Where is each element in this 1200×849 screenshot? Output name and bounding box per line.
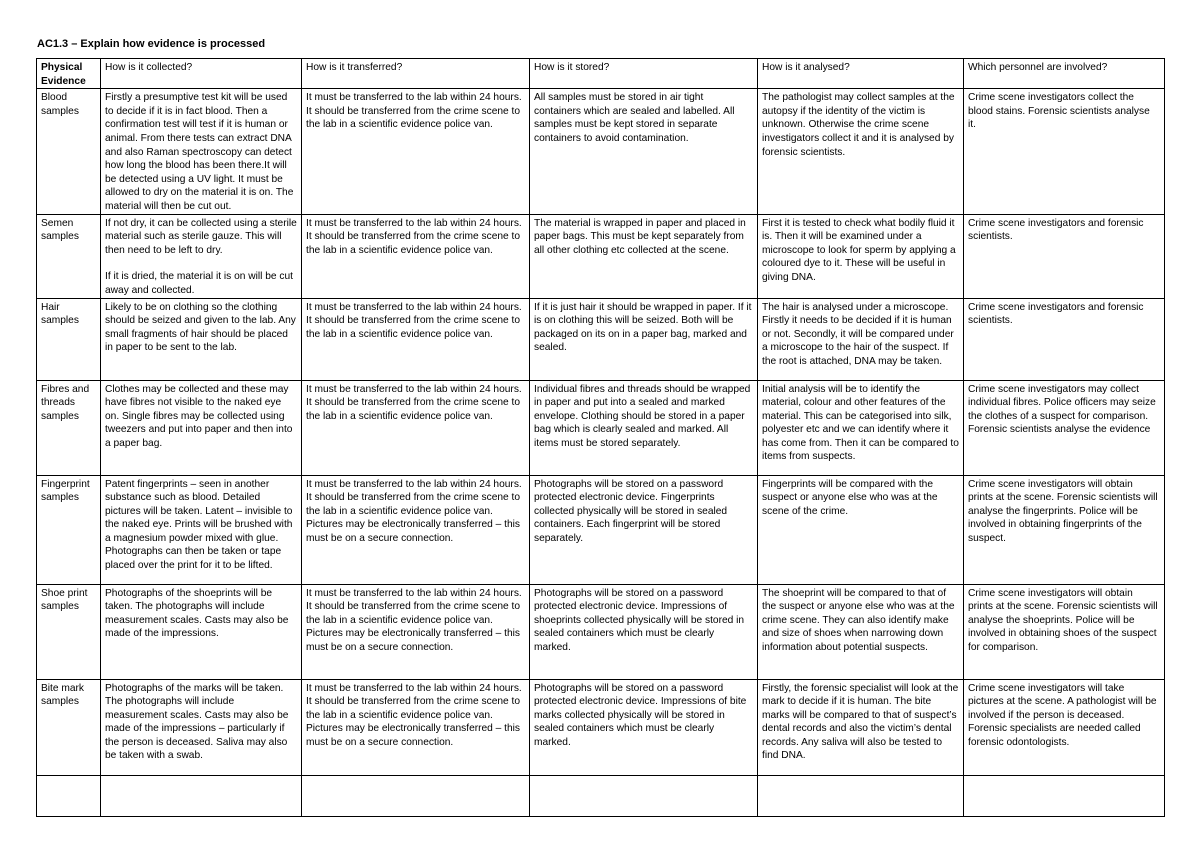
cell-transferred: It must be transferred to the lab within 24 hours. It should be transferred from the crime scene to the lab in a scientific evidence police van. bbox=[302, 380, 530, 475]
collected-paragraph-2: If it is dried, the material it is on will be cut away and collected. bbox=[105, 271, 293, 296]
table-header-row bbox=[37, 59, 1165, 89]
cell-collected: Likely to be on clothing so the clothing should be seized and given to the lab. Any small fragments of hair should be placed in paper to be sent to the lab. bbox=[101, 298, 302, 380]
cell-personnel: Crime scene investigators and forensic scientists. bbox=[964, 214, 1165, 298]
cell-transferred: It must be transferred to the lab within 24 hours. It should be transferred from the crime scene to the lab in a scientific evidence police van. Pictures may be electronically transferred – this must be on a secure connection. bbox=[302, 475, 530, 584]
cell-stored: The material is wrapped in paper and placed in paper bags. This must be kept separately from all other clothing etc collected at the scene. bbox=[530, 214, 758, 298]
cell-evidence: Fibres and threads samples bbox=[37, 380, 101, 475]
header-analysed: How is it analysed? bbox=[758, 59, 964, 89]
header-stored: How is it stored? bbox=[530, 59, 758, 89]
cell-evidence: Shoe print samples bbox=[37, 584, 101, 679]
cell-evidence: Blood samples bbox=[37, 89, 101, 214]
cell-stored: Photographs will be stored on a password protected electronic device. Fingerprints collected physically will be stored in sealed containers. Each fingerprint will be stored separately. bbox=[530, 475, 758, 584]
cell-personnel: Crime scene investigators will obtain prints at the scene. Forensic scientists will analyse the shoeprints. Police will be involved in obtaining shoes of the suspect for comparison. bbox=[964, 584, 1165, 679]
cell-transferred: It must be transferred to the lab within 24 hours. It should be transferred from the crime scene to the lab in a scientific evidence police van. bbox=[302, 214, 530, 298]
header-personnel: Which personnel are involved? bbox=[964, 59, 1165, 89]
cell-analysed: First it is tested to check what bodily fluid it is. Then it will be examined under a microscope to look for sperm by applying a coloured dye to it. These will be useful in giving DNA. bbox=[758, 214, 964, 298]
cell-personnel: Crime scene investigators collect the blood stains. Forensic scientists analyse it. bbox=[964, 89, 1165, 214]
cell-analysed: Initial analysis will be to identify the material, colour and other features of the material. This can be categorised into silk, polyester etc and we can identify where it has come from. Then it can be compared to items from suspects. bbox=[758, 380, 964, 475]
cell-analysed: Fingerprints will be compared with the suspect or anyone else who was at the scene of the crime. bbox=[758, 475, 964, 584]
cell-evidence: Fingerprint samples bbox=[37, 475, 101, 584]
table-row-shoe-print bbox=[37, 584, 1165, 679]
cell-empty bbox=[302, 775, 530, 816]
cell-analysed: The shoeprint will be compared to that of the suspect or anyone else who was at the crime scene. They can also identify make and size of shoes when narrowing down information about potential suspects. bbox=[758, 584, 964, 679]
document-title: AC1.3 – Explain how evidence is processed bbox=[37, 38, 266, 50]
cell-empty bbox=[37, 775, 101, 816]
cell-evidence: Hair samples bbox=[37, 298, 101, 380]
cell-analysed: The pathologist may collect samples at the autopsy if the identity of the victim is unknown. Otherwise the crime scene investigators collect it and it is analysed by forensic scientists. bbox=[758, 89, 964, 214]
cell-collected bbox=[101, 214, 302, 298]
table-row-fibres bbox=[37, 380, 1165, 475]
header-physical-evidence: Physical Evidence bbox=[37, 59, 101, 89]
cell-empty bbox=[758, 775, 964, 816]
cell-stored: Photographs will be stored on a password protected electronic device. Impressions of bite marks collected physically will be stored in sealed containers which must be clearly marked. bbox=[530, 679, 758, 775]
cell-stored: If it is just hair it should be wrapped in paper. If it is on clothing this will be seized. Both will be packaged on its on in a paper bag, marked and sealed. bbox=[530, 298, 758, 380]
cell-stored: All samples must be stored in air tight containers which are sealed and labelled. All samples must be kept stored in separate containers to avoid contamination. bbox=[530, 89, 758, 214]
cell-stored: Individual fibres and threads should be wrapped in paper and put into a sealed and marked envelope. Clothing should be stored in a paper bag which is clearly sealed and marked. All items must be stored separately. bbox=[530, 380, 758, 475]
cell-stored: Photographs will be stored on a password protected electronic device. Impressions of shoeprints collected physically will be stored in sealed containers which must be clearly marked. bbox=[530, 584, 758, 679]
header-collected: How is it collected? bbox=[101, 59, 302, 89]
table-row-fingerprint bbox=[37, 475, 1165, 584]
table-row-empty bbox=[37, 775, 1165, 816]
cell-empty bbox=[101, 775, 302, 816]
cell-analysed: The hair is analysed under a microscope. Firstly it needs to be decided if it is human or not. Secondly, it will be compared under a microscope to the hair of the suspect. If the root is attached, DNA may be taken. bbox=[758, 298, 964, 380]
table-row-hair bbox=[37, 298, 1165, 380]
cell-empty bbox=[964, 775, 1165, 816]
paragraph-gap bbox=[105, 257, 297, 270]
cell-transferred: It must be transferred to the lab within 24 hours. It should be transferred from the crime scene to the lab in a scientific evidence police van. bbox=[302, 298, 530, 380]
cell-collected: Clothes may be collected and these may have fibres not visible to the naked eye on. Single fibres may be collected using tweezers and put into paper and then into a paper bag. bbox=[101, 380, 302, 475]
cell-collected: Firstly a presumptive test kit will be used to decide if it is in fact blood. Then a confirmation test will test if it is human or animal. From there tests can extract DNA and also Raman spectroscopy can detect how long the blood has been there.It will be detected using a UV light. It must be allowed to dry on the material it is on. The material will then be cut out. bbox=[101, 89, 302, 214]
table-row-blood bbox=[37, 89, 1165, 214]
cell-personnel: Crime scene investigators will obtain prints at the scene. Forensic scientists will analyse the fingerprints. Police will be involved in obtaining fingerprints of the suspect. bbox=[964, 475, 1165, 584]
cell-personnel: Crime scene investigators may collect individual fibres. Police officers may seize the clothes of a suspect for comparison. Forensic scientists analyse the evidence bbox=[964, 380, 1165, 475]
cell-analysed: Firstly, the forensic specialist will look at the mark to decide if it is human. The bite marks will be compared to that of suspect’s dental records and also the victim’s dental records. Any saliva will also be tested to find DNA. bbox=[758, 679, 964, 775]
cell-empty bbox=[530, 775, 758, 816]
cell-collected: Patent fingerprints – seen in another substance such as blood. Detailed pictures will be taken. Latent – invisible to the naked eye. Prints will be brushed with a magnesium powder mixed with glue. Photographs can then be taken or tape placed over the print for it to be lifted. bbox=[101, 475, 302, 584]
cell-collected: Photographs of the shoeprints will be taken. The photographs will include measurement scales. Casts may also be made of the impressions. bbox=[101, 584, 302, 679]
cell-transferred: It must be transferred to the lab within 24 hours. It should be transferred from the crime scene to the lab in a scientific evidence police van. bbox=[302, 89, 530, 214]
cell-transferred: It must be transferred to the lab within 24 hours. It should be transferred from the crime scene to the lab in a scientific evidence police van. Pictures may be electronically transferred – this must be on a secure connection. bbox=[302, 584, 530, 679]
cell-personnel: Crime scene investigators will take pictures at the scene. A pathologist will be involved if the person is deceased. Forensic specialists are needed called forensic odontologists. bbox=[964, 679, 1165, 775]
cell-transferred: It must be transferred to the lab within 24 hours. It should be transferred from the crime scene to the lab in a scientific evidence police van. Pictures may be electronically transferred – this must be on a secure connection. bbox=[302, 679, 530, 775]
cell-collected: Photographs of the marks will be taken. The photographs will include measurement scales. Casts may also be made of the impressions – particularly if the person is deceased. Saliva may also be taken with a swab. bbox=[101, 679, 302, 775]
collected-paragraph-1: If not dry, it can be collected using a sterile material such as sterile gauze. This will then need to be left to dry. bbox=[105, 217, 297, 256]
table-row-bite-mark bbox=[37, 679, 1165, 775]
cell-evidence: Bite mark samples bbox=[37, 679, 101, 775]
cell-evidence: Semen samples bbox=[37, 214, 101, 298]
header-transferred: How is it transferred? bbox=[302, 59, 530, 89]
evidence-table bbox=[36, 58, 1165, 817]
cell-personnel: Crime scene investigators and forensic scientists. bbox=[964, 298, 1165, 380]
table-row-semen bbox=[37, 214, 1165, 298]
